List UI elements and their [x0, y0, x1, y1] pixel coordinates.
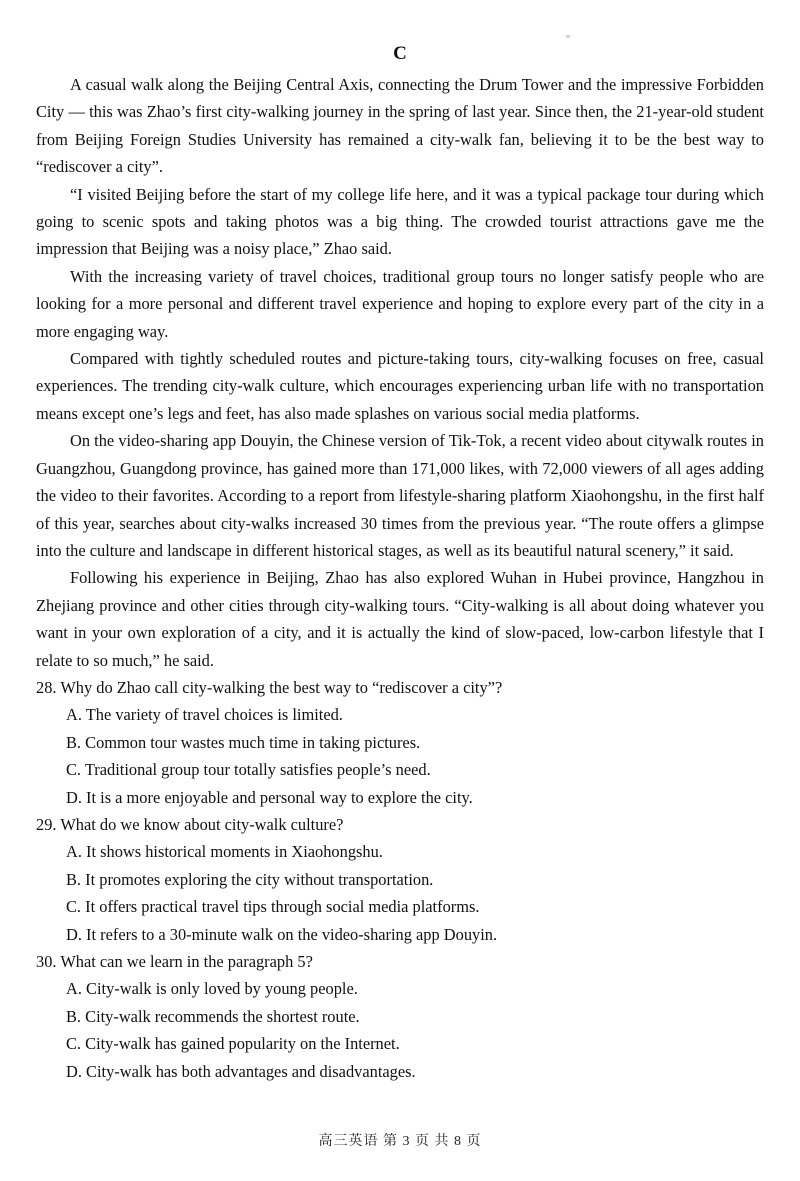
print-artifact	[566, 35, 570, 38]
option-text: City-walk is only loved by young people.	[86, 979, 358, 999]
option-text: City-walk has gained popularity on the Internet.	[85, 1034, 400, 1054]
question-29	[36, 811, 764, 948]
question-text: What do we know about city-walk culture?	[60, 814, 344, 834]
question-30-option-b	[36, 1003, 764, 1030]
question-number: 30.	[36, 952, 57, 971]
option-text: It promotes exploring the city without transportation.	[85, 869, 434, 889]
question-28-option-a	[36, 701, 764, 728]
question-29-line	[36, 811, 764, 838]
question-30-line	[36, 948, 764, 975]
question-29-option-b	[36, 866, 764, 893]
option-label: C.	[66, 1034, 82, 1054]
question-29-option-c	[36, 893, 764, 920]
option-text: It shows historical moments in Xiaohongshu.	[86, 842, 383, 862]
option-label: B.	[66, 869, 82, 889]
option-label: B.	[66, 732, 82, 752]
passage-paragraph-6: Following his experience in Beijing, Zhao has also explored Wuhan in Hubei province, Hangzhou in Zhejiang province and other cities through city-walking tours. “City-walking is all about doing whatever you want in your own exploration of a city, and it is actually the kind of slow-paced, low-carbon lifestyle that I relate to so much,” he said.	[36, 568, 764, 670]
passage-paragraph-1: A casual walk along the Beijing Central Axis, connecting the Drum Tower and the impressive Forbidden City — this was Zhao’s first city-walking journey in the spring of last year. Since then, the 21-year-old student from Beijing Foreign Studies University has remained a city-walk fan, believing it to be the best way to “rediscover a city”.	[36, 75, 764, 177]
option-label: A.	[66, 842, 82, 862]
question-29-option-a	[36, 838, 764, 865]
option-text: It offers practical travel tips through social media platforms.	[85, 897, 480, 917]
passage-paragraph-4: Compared with tightly scheduled routes and picture-taking tours, city-walking focuses on free, casual experiences. The trending city-walk culture, which encourages experiencing urban life with no transportation means except one’s legs and feet, has also made splashes on various social media platforms.	[36, 349, 764, 423]
question-30	[36, 948, 764, 1085]
passage-paragraph-5: On the video-sharing app Douyin, the Chinese version of Tik-Tok, a recent video about citywalk routes in Guangzhou, Guangdong province, has gained more than 171,000 likes, with 72,000 viewers of all ages adding the video to their favorites. According to a report from lifestyle-sharing platform Xiaohongshu, in the first half of this year, searches about city-walks increased 30 times from the previous year. “The route offers a glimpse into the culture and landscape in different historical stages, as well as its beautiful natural scenery,” it said.	[36, 431, 764, 560]
option-label: D.	[66, 1061, 82, 1081]
question-number: 28.	[36, 677, 57, 697]
question-number: 29.	[36, 814, 57, 834]
option-label: C.	[66, 897, 82, 917]
question-28	[36, 674, 764, 811]
question-30-option-c	[36, 1030, 764, 1057]
option-label: D.	[66, 924, 82, 944]
option-label: A.	[66, 979, 82, 999]
option-text: It refers to a 30-minute walk on the video-sharing app Douyin.	[86, 924, 498, 944]
question-28-line	[36, 674, 764, 701]
question-text: What can we learn in the paragraph 5?	[60, 952, 313, 971]
question-text: Why do Zhao call city-walking the best way to “rediscover a city”?	[60, 677, 503, 697]
page-footer: 高三英语 第 3 页 共 8 页	[318, 1133, 482, 1149]
question-29-option-d	[36, 921, 764, 948]
option-text: Traditional group tour totally satisfies people’s need.	[84, 760, 431, 780]
question-30-option-d	[36, 1058, 764, 1085]
option-label: B.	[66, 1006, 82, 1026]
option-text: The variety of travel choices is limited.	[85, 705, 343, 725]
question-28-option-c	[36, 756, 764, 783]
question-30-option-a	[36, 975, 764, 1002]
option-label: C.	[66, 760, 82, 780]
option-label: D.	[66, 787, 82, 807]
passage-paragraph-2: “I visited Beijing before the start of my college life here, and it was a typical package tour during which going to scenic spots and taking photos was a big thing. The crowded tourist attractions gave me the impression that Beijing was a noisy place,” Zhao said.	[36, 184, 764, 259]
section-title: C	[393, 43, 407, 64]
option-text: City-walk has both advantages and disadvantages.	[86, 1061, 416, 1081]
option-label: A.	[66, 705, 82, 725]
option-text: City-walk recommends the shortest route.	[85, 1006, 360, 1026]
option-text: It is a more enjoyable and personal way to explore the city.	[86, 787, 473, 807]
question-28-option-b	[36, 729, 764, 756]
option-text: Common tour wastes much time in taking pictures.	[85, 732, 421, 752]
passage-paragraph-3: With the increasing variety of travel choices, traditional group tours no longer satisfy people who are looking for a more personal and different travel experience and hoping to explore every part of the city in a more engaging way.	[36, 266, 764, 341]
question-28-option-d	[36, 784, 764, 811]
